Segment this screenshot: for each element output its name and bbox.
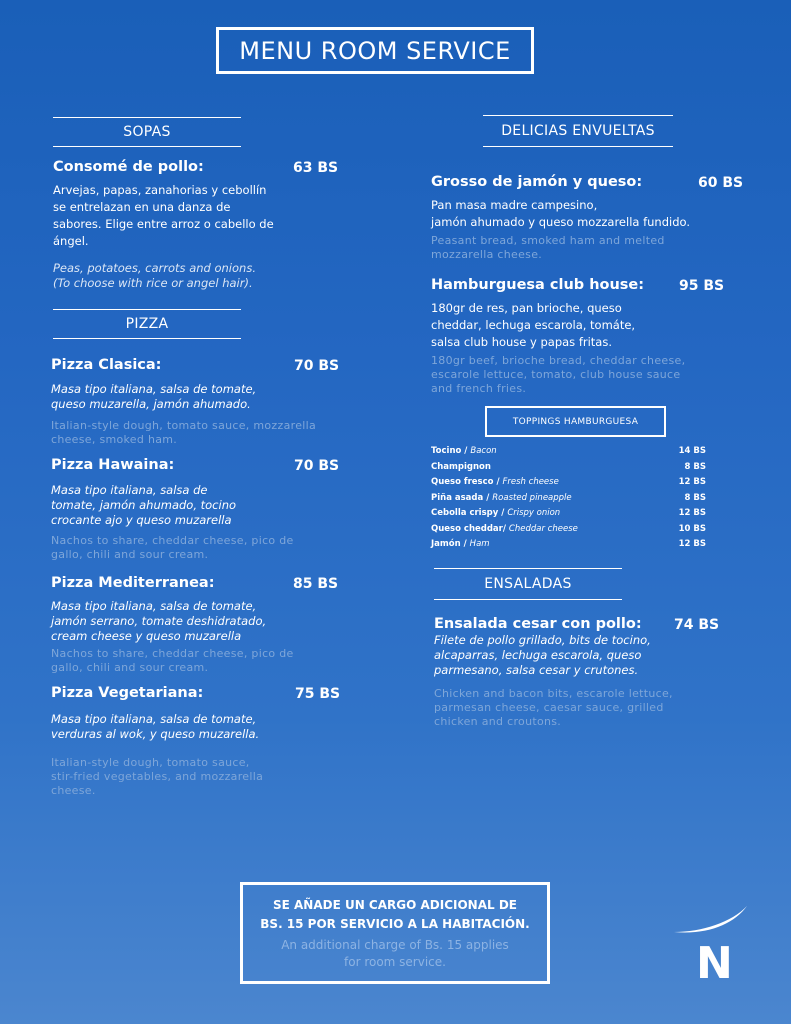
section-heading-pizza: PIZZA bbox=[53, 309, 241, 339]
logo-letter: N bbox=[696, 938, 733, 989]
list-item: Queso fresco / Fresh cheese 12 BS bbox=[431, 477, 706, 487]
dish-english: Italian-style dough, tomato sauce, mozzarella cheese, smoked ham. bbox=[51, 419, 317, 446]
footer-spanish: SE AÑADE UN CARGO ADICIONAL DE BS. 15 POR SERVICIO A LA HABITACIÓN. bbox=[260, 898, 530, 931]
dish-name: Pizza Clasica: bbox=[51, 357, 162, 373]
dish-price: 70 BS bbox=[294, 358, 340, 374]
dish-price: 95 BS bbox=[679, 278, 725, 294]
dish-description: Masa tipo italiana, salsa de tomate, queso muzarella, jamón ahumado. bbox=[51, 382, 257, 411]
list-item: Cebolla crispy / Crispy onion 12 BS bbox=[431, 508, 706, 518]
list-item: Jamón / Ham 12 BS bbox=[431, 539, 706, 549]
dish-name: Pizza Vegetariana: bbox=[51, 685, 204, 701]
page-title: MENU ROOM SERVICE bbox=[239, 36, 511, 65]
title-frame bbox=[216, 27, 534, 74]
dish-description: Pan masa madre campesino, jamón ahumado y queso mozzarella fundido. bbox=[431, 198, 691, 229]
footer-english: An additional charge of Bs. 15 applies for room service. bbox=[281, 938, 509, 969]
dish-description: Arvejas, papas, zanahorias y cebollín se entrelazan en una danza de sabores. Elige entre arroz o cabello de ángel. bbox=[53, 183, 274, 248]
dish-price: 75 BS bbox=[295, 686, 341, 702]
section-heading-delicias: DELICIAS ENVUELTAS bbox=[483, 115, 673, 147]
novotel-logo bbox=[672, 902, 752, 992]
list-item: Champignon 8 BS bbox=[431, 461, 706, 472]
dish-english: Nachos to share, cheddar cheese, pico de gallo, chili and sour cream. bbox=[51, 534, 294, 561]
dish-description: Masa tipo italiana, salsa de tomate, jamón serrano, tomate deshidratado, cream cheese y queso muzarella bbox=[51, 599, 267, 643]
dish-english: 180gr beef, brioche bread, cheddar cheese, escarole lettuce, tomato, club house sauce and french fries. bbox=[431, 354, 686, 395]
dish-name: Grosso de jamón y queso: bbox=[431, 174, 643, 190]
dish-english: Nachos to share, cheddar cheese, pico de gallo, chili and sour cream. bbox=[51, 647, 294, 674]
dish-price: 60 BS bbox=[698, 175, 744, 191]
dish-name: Pizza Hawaina: bbox=[51, 457, 175, 473]
dish-price: 63 BS bbox=[293, 160, 339, 176]
toppings-list bbox=[431, 446, 711, 555]
dish-price: 74 BS bbox=[674, 617, 720, 633]
dish-english: Peas, potatoes, carrots and onions. (To choose with rice or angel hair). bbox=[53, 261, 256, 290]
dish-description: 180gr de res, pan brioche, queso cheddar, lechuga escarola, tomáte, salsa club house y papas fritas. bbox=[431, 301, 636, 349]
dish-name: Consomé de pollo: bbox=[53, 159, 204, 175]
dish-description: Masa tipo italiana, salsa de tomate, verduras al wok, y queso muzarella. bbox=[51, 712, 260, 741]
list-item: Queso cheddar/ Cheddar cheese 10 BS bbox=[431, 523, 706, 534]
footer-notice bbox=[240, 882, 550, 984]
dish-name: Ensalada cesar con pollo: bbox=[434, 616, 642, 632]
dish-description: Masa tipo italiana, salsa de tomate, jamón ahumado, tocino crocante ajo y queso muzarella bbox=[51, 483, 237, 527]
dish-name: Pizza Mediterranea: bbox=[51, 575, 215, 591]
dish-name: Hamburguesa club house: bbox=[431, 277, 645, 293]
list-item: Piña asada / Roasted pineapple 8 BS bbox=[431, 492, 706, 503]
toppings-heading: TOPPINGS HAMBURGUESA bbox=[485, 406, 666, 437]
section-heading-sopas: SOPAS bbox=[53, 117, 241, 147]
dish-english: Peasant bread, smoked ham and melted mozzarella cheese. bbox=[431, 234, 665, 261]
section-heading-ensaladas: ENSALADAS bbox=[434, 568, 622, 600]
dish-price: 70 BS bbox=[294, 458, 340, 474]
dish-price: 85 BS bbox=[293, 576, 339, 592]
dish-description: Filete de pollo grillado, bits de tocino, alcaparras, lechuga escarola, queso parmesano, salsa cesar y crutones. bbox=[434, 633, 651, 677]
dish-english: Italian-style dough, tomato sauce, stir-fried vegetables, and mozzarella cheese. bbox=[51, 756, 264, 797]
dish-english: Chicken and bacon bits, escarole lettuce, parmesan cheese, caesar sauce, grilled chicken and croutons. bbox=[434, 687, 673, 728]
list-item: Tocino / Bacon 14 BS bbox=[431, 446, 706, 456]
